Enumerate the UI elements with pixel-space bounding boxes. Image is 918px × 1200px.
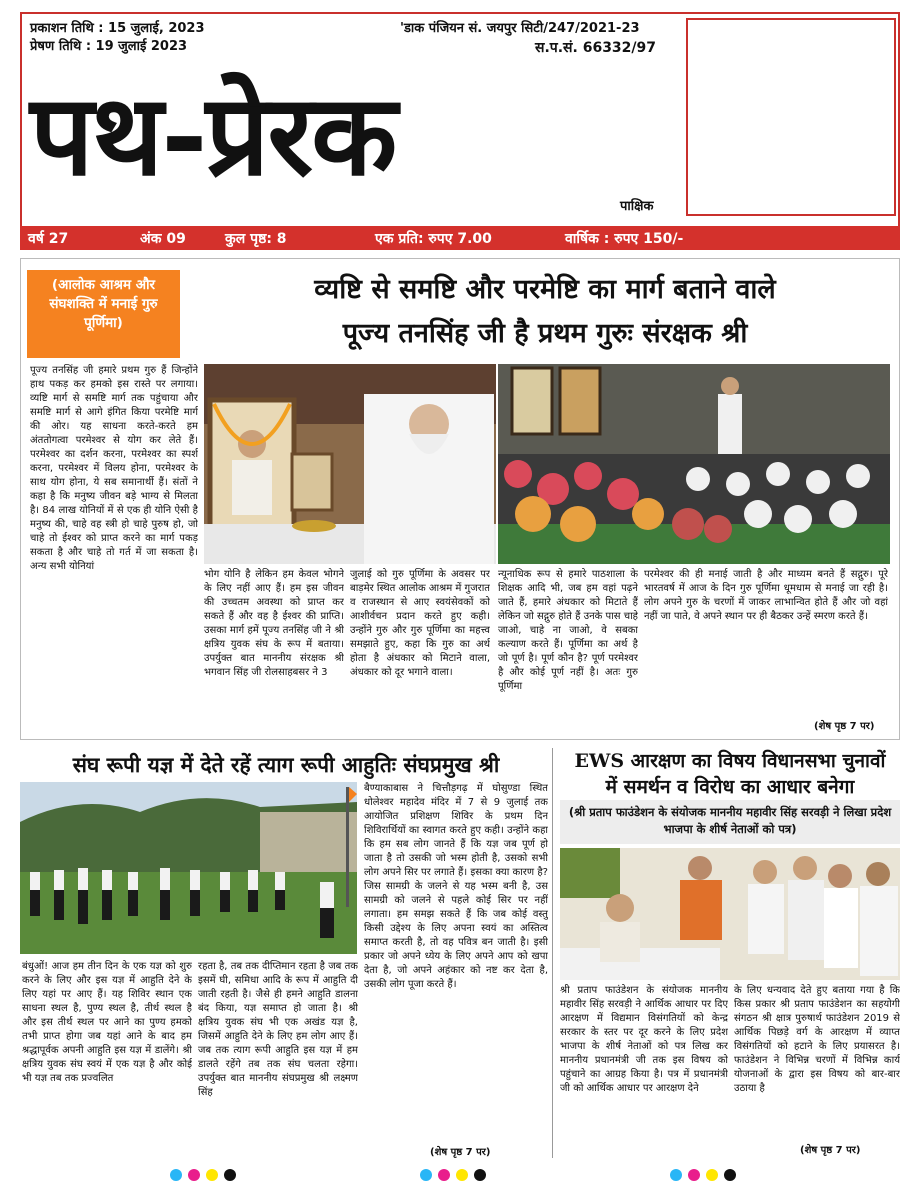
postal-registration: 'डाक पंजियन सं. जयपुर सिटी/247/2021-23 <box>400 21 640 36</box>
lead-headline-line1: व्यष्टि से समष्टि और परमेष्टि का मार्ग बताने वाले <box>314 274 776 305</box>
office-photo <box>560 848 900 980</box>
pages-label: कुल पृष्ठ: 8 <box>225 231 287 247</box>
lead-continued: (शेष पृष्ठ 7 पर) <box>814 721 875 732</box>
left-story-col-2: रहता है, तब तक दीप्तिमान रहता है जब तक इसमें घी, समिधा आदि के रूप में आहुति दी जाती रहती है। जैसे ही हमने आहुति डालना बंद किया, यज्ञ समाप्त हो जाता है। श्री क्षत्रिय युवक संघ भी एक अखंड यज्ञ है, जिसमें आहुति देने के लिए हम लोग आए हैं। जब तक त्याग रूपी आहुति इस यज्ञ में हम डालते रहेंगे तब तक संघ चलता रहेगा। उपर्युक्त बात माननीय संघप्रमुख श्री लक्ष्मण सिंह <box>198 961 358 1098</box>
lead-tag: (आलोक आश्रम और संघशक्ति में मनाई गुरु पूर्णिमा) <box>27 270 180 358</box>
lead-col-3: जुलाई को गुरु पूर्णिमा के अवसर पर बाड़मेर स्थित आलोक आश्रम में गुजरात व राजस्थान से आए स्वयंसेवकों को आशीर्वचन प्रदान करते हुए कही। उन्होंने गुरु और गुरु पूर्णिमा का महत्त्व समझाते हुए, कहा कि गुरु का अर्थ होता है अंधकार को मिटाने वाला, अंधकार को दूर भगाने वाला। <box>350 569 490 678</box>
stamp-box <box>686 18 896 216</box>
lead-col-2: भोग योनि है लेकिन हम केवल भोगने के लिए नहीं आए हैं। हम इस जीवन की उच्चतम अवस्था को प्राप्त कर सकते हैं और वह है ईश्वर की प्राप्ति। उसका मार्ग हमें पूज्य तनसिंह जी ने श्री क्षत्रिय युवक संघ के रूप में बताया। उपर्युक्त बात माननीय संरक्षक श्री भगवान सिंह जी रोलसाहबसर ने 3 <box>204 569 344 678</box>
annual-price: वार्षिक : रुपए 150/- <box>565 231 684 247</box>
lead-headline-line2: पूज्य तनसिंह जी है प्रथम गुरुः संरक्षक श्री <box>342 318 748 349</box>
lead-col-5: परमेश्वर की ही मनाई जाती है और माध्यम बनते हैं सद्गुरु। पूरे भारतवर्ष में आज के दिन गुरु पूर्णिमा धूमधाम से मनाई जा रही है। लोग अपने गुरु के चरणों में जाकर लाभान्वित होते हैं और जो वहां नहीं जा पाते, वे अपने स्थान पर ही बैठकर उन्हें स्मरण करते हैं। <box>644 569 888 622</box>
left-story-col-1: बंधुओं! आज हम तीन दिन के एक यज्ञ को शुरु करने के लिए और इस यज्ञ में आहुति देने के लिए यहां पर आए हैं। यह शिविर स्थान एक साधना स्थल है, पुण्य स्थल है, तीर्थ स्थल है और इस तीर्थ स्थल पर आने का पुण्य हमको तभी प्राप्त होगा जब यहां आने के बाद हम श्रद्धापूर्वक अपनी आहुति इस यज्ञ में डालेंगे। श्री क्षत्रिय युवक संघ स्वयं में एक यज्ञ है और कोई भी यज्ञ तब तक प्रज्वलित <box>22 961 192 1084</box>
newspaper-title: पथ-प्रेरक <box>30 70 396 201</box>
info-bar <box>20 226 900 250</box>
registration-marks-left <box>170 1166 242 1185</box>
registration-marks-right <box>670 1166 742 1185</box>
lead-photo-right <box>498 364 890 564</box>
left-story-headline: संघ रूपी यज्ञ में देते रहें त्याग रूपी आहुतिः संघप्रमुख श्री <box>72 752 500 777</box>
publish-date: प्रकाशन तिथि : 15 जुलाई, 2023 <box>30 21 205 36</box>
frequency-label: पाक्षिक <box>620 199 654 214</box>
right-story-col-2: के लिए धन्यवाद देते हुए बताया गया है कि किस प्रकार श्री प्रताप फाउंडेशन का सहयोगी संगठन श्री क्षात्र पुरुषार्थ फाउंडेशन 2019 से आर्थिक पिछड़े वर्ग के आरक्षण में व्याप्त विसंगतियों को हटाने के लिए प्रयासरत है। फाउंडेशन ने विभिन्न चरणों में विभिन्न कार्य योजनाओं के द्वारा इस विषय को बार-बार उठाया है <box>734 985 900 1094</box>
left-story-col-3: बैण्याकाबास ने चित्तौड़गढ़ में घोसुण्डा स्थित धोलेश्वर महादेव मंदिर में 7 से 9 जुलाई तक आयोजित प्रशिक्षण शिविर के प्रथम दिन शिविरार्थियों का स्वागत करते हुए कही। उन्होंने कहा कि हम सब लोग जानते हैं कि यज्ञ जब पूर्ण हो जाता है तो उसकी जो भस्म होती है, उसको सभी लोग अपने सिर पर लगाते हैं। इसका क्या कारण है? जिस सामग्री के जलने से यह भस्म बनी है, उस सामग्री को जलने से पहले कोई सिर पर नहीं लगाता। हम समझ सकते हैं कि जब कोई वस्तु किसी उद्देश्य के लिए अपना स्वयं का अस्तित्व समाप्त करती है, तो वह पवित्र बन जाती है। इसी प्रकार जो अपने ध्येय के लिए अपने आप को खपा देता है, जो अपने अहंकार को नष्ट कर देता है, उसकी लोग पूजा करते हैं। <box>364 783 548 990</box>
left-story-continued: (शेष पृष्ठ 7 पर) <box>430 1147 491 1158</box>
lead-col-4: न्यूनाधिक रूप से हमारे पाठशाला के शिक्षक आदि भी, जब हम वहां पढ़ने जाते हैं, हमारे अंधकार को मिटाते हैं लेकिन जो सद्गुरु होते हैं उनके पास चाहे जाओ, चाहे ना जाओ, वे सबका कल्याण करते हैं। पूर्णिमा का अर्थ है जो पूर्ण है। पूर्ण कौन है? पूर्ण परमेश्वर है और कोई पूर्ण नहीं है। अतः गुरु पूर्णिमा <box>498 569 638 692</box>
right-story-continued: (शेष पृष्ठ 7 पर) <box>800 1145 861 1156</box>
issue-label: अंक 09 <box>140 231 186 247</box>
meeting-photo <box>560 848 900 980</box>
altar-photo <box>204 364 496 564</box>
camp-photo <box>20 782 357 954</box>
right-story-headline <box>560 748 900 800</box>
right-headline-line1: EWS आरक्षण का विषय विधानसभा चुनावों <box>574 750 886 772</box>
year-label: वर्ष 27 <box>28 231 69 247</box>
right-headline-line2: में समर्थन व विरोध का आधार बनेगा <box>605 776 855 798</box>
lead-col-1: पूज्य तनसिंह जी हमारे प्रथम गुरु हैं जिन्होंने हाथ पकड़ कर हमको इस रास्ते पर लगाया। व्यष्टि मार्ग से समष्टि मार्ग तक पहुंचाया और समष्टि मार्ग से आगे इंगित किया परमेष्टि मार्ग की ओर। यह साधना करते-करते हम अंततोगत्वा परमेश्वर से योग कर लेते हैं। परमेश्वर का दर्शन करना, परमेश्वर का स्पर्श करना, परमेश्वर में विलय होना, परमेश्वर के साथ योग होना, ये सब समानार्थी हैं। संतों ने कहा है कि मनुष्य जीवन बड़े भाग्य से मिलता है। 84 लाख योनियों में से एक ही योनि ऐसी है मनुष्य की, चाहे वह स्त्री हो चाहे पुरुष हो, जो चाहे तो ईश्वर को प्राप्त करने का मार्ग पकड़ सकता है और चाहे तो गर्त में जा सकता है। अन्य सभी योनियां <box>30 365 198 572</box>
right-story-subhead: (श्री प्रताप फाउंडेशन के संयोजक माननीय महावीर सिंह सरवड़ी ने लिखा प्रदेश भाजपा के शीर्ष नेताओं को पत्र) <box>560 800 900 844</box>
registration-marks-center <box>420 1166 492 1185</box>
gathering-photo <box>498 364 890 564</box>
exercise-photo <box>20 782 357 954</box>
right-story-col-1: श्री प्रताप फाउंडेशन के संयोजक माननीय महावीर सिंह सरवड़ी ने आर्थिक आधार पर दिए आरक्षण में विद्यमान विसंगतियों को केन्द्र सरकार के स्तर पर दूर करने के लिए प्रदेश भाजपा के शीर्ष नेताओं को पत्र लिख कर माननीय प्रधानमंत्री जी तक इस विषय को पहुंचाने का आग्रह किया है। पत्र में प्रधानमंत्री जी को आर्थिक आधार पर आरक्षण देने <box>560 985 728 1094</box>
single-copy-price: एक प्रति: रुपए 7.00 <box>375 231 492 247</box>
column-divider <box>552 748 553 1158</box>
dispatch-date: प्रेषण तिथि : 19 जुलाई 2023 <box>30 39 188 54</box>
sps-number: स.प.सं. 66332/97 <box>535 40 657 56</box>
lead-photo-left <box>204 364 496 564</box>
lead-headline <box>200 268 890 356</box>
